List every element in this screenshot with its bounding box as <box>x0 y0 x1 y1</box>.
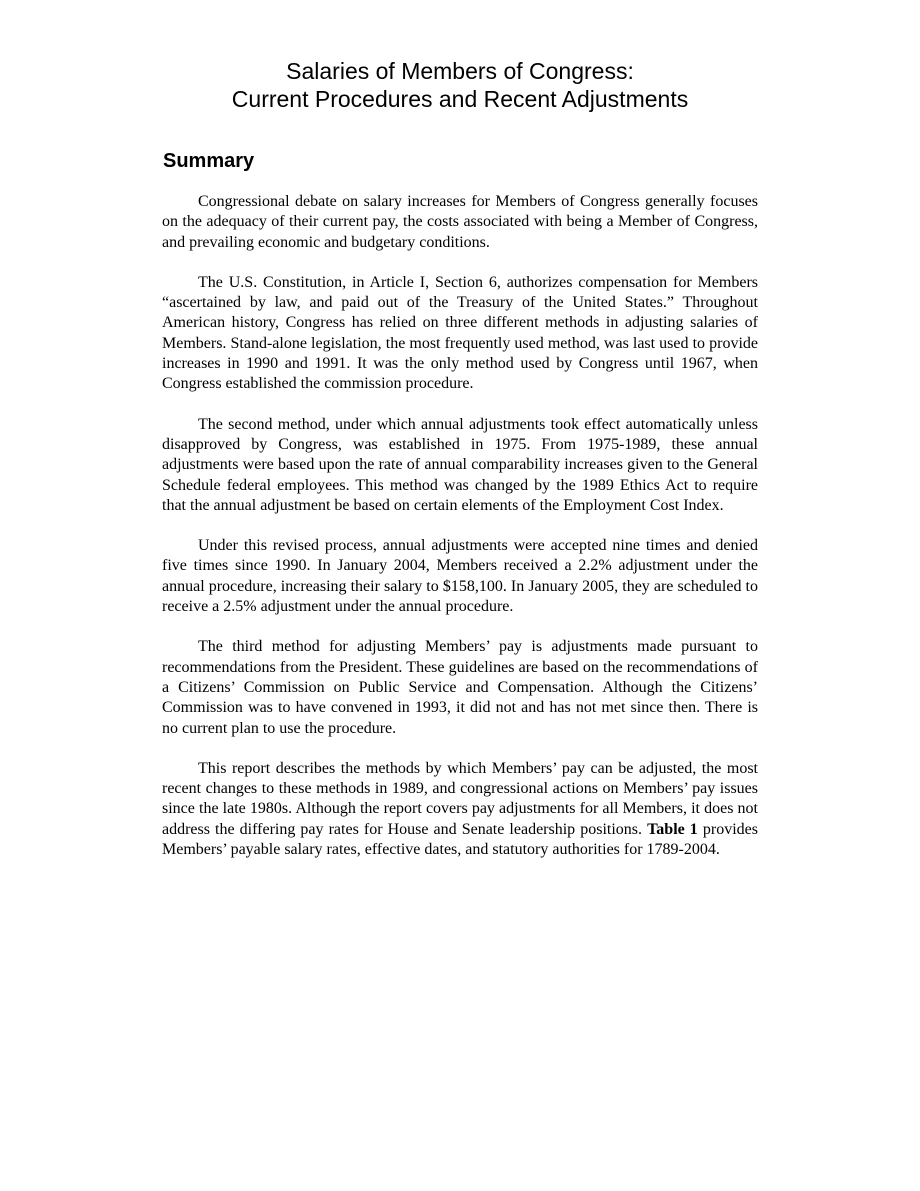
table-reference: Table 1 <box>647 820 698 838</box>
paragraph: Under this revised process, annual adjustments were accepted nine times and denied five times since 1990. In January 2004, Members received a 2.2% adjustment under the annual procedure, increasing their salary to $158,100. In January 2005, they are scheduled to receive a 2.5% adjustment under the annual procedure. <box>162 537 758 616</box>
paragraph-text: This report describes the methods by which Members’ pay can be adjusted, the most recent changes to these methods in 1989, and congressional actions on Members’ pay issues since the late 1980s. Although the report covers pay adjustments for all Members, it does not address the differing pay rates for House and Senate leadership positions. <box>162 759 758 838</box>
paragraph: The second method, under which annual adjustments took effect automatically unless disapproved by Congress, was established in 1975. From 1975-1989, these annual adjustments were based upon the rate of annual comparability increases given to the General Schedule federal employees. This method was changed by the 1989 Ethics Act to require that the annual adjustment be based on certain elements of the Employment Cost Index. <box>162 415 758 514</box>
title-line-2: Current Procedures and Recent Adjustments <box>231 86 689 112</box>
paragraph: Congressional debate on salary increases for Members of Congress generally focuses on the adequacy of their current pay, the costs associated with being a Member of Congress, and prevailing economic and budgetary conditions. <box>162 193 758 251</box>
document-title <box>0 57 920 113</box>
section-heading-summary: Summary <box>163 150 255 172</box>
paragraph-text: provides Members’ payable salary rates, effective dates, and statutory authorities for 1789-2004. <box>162 820 758 859</box>
paragraph: The third method for adjusting Members’ pay is adjustments made pursuant to recommendations from the President. These guidelines are based on the recommendations of a Citizens’ Commission on Public Service and Compensation. Although the Citizens’ Commission was to have convened in 1993, it did not and has not met since then. There is no current plan to use the procedure. <box>162 638 758 737</box>
title-line-1: Salaries of Members of Congress: <box>286 58 634 84</box>
summary-body <box>162 192 758 880</box>
paragraph: The U.S. Constitution, in Article I, Section 6, authorizes compensation for Members “ascertained by law, and paid out of the Treasury of the United States.” Throughout American history, Congress has relied on three different methods in adjusting salaries of Members. Stand-alone legislation, the most frequently used method, was last used to provide increases in 1990 and 1991. It was the only method used by Congress until 1967, when Congress established the commission procedure. <box>162 273 758 393</box>
paragraph-last <box>162 759 758 860</box>
